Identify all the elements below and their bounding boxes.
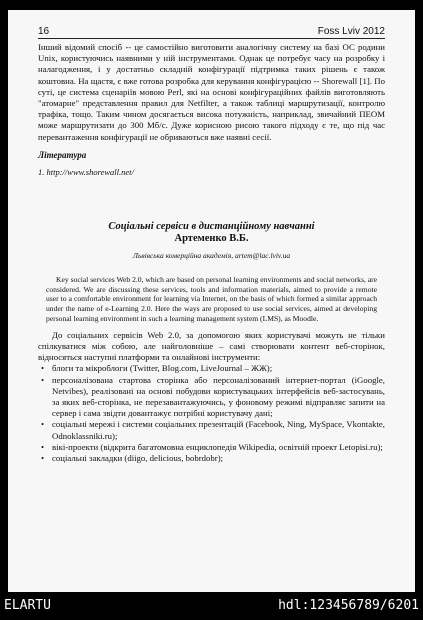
intro-paragraph: Інший відомий спосіб -- це самостійно виготовити аналогічну систему на базі ОС родини Unix, користуючись наявними у ній інструментами. Однак це потребує часу на розробку і налагодження, і у достатньо складній конфігурації підтримка таких рішень є також коштовна. На щастя, є вже готова розробка для керування конфігурацією -- Shorewall [1]. По суті, це система сценаріїв мовою Perl, які на основі конфігураційних файлів виготовляють "атомарне" представлення правил для Netfilter, а також таблиці маршрутизації, контролю трафіка, тощо. Таким чином досягається висока потужність, наприклад, звичайний ПЕОМ може маршрутизати до 300 Мб/с. Дуже корисною рисою такого підходу є те, що під час перевантаження конфігурації не обриваються вже наявні сесії.	[38, 42, 385, 142]
list-item: • персоналізована стартова сторінка або персоналізований інтернет-портал (iGoogle, Netvibes), реалізовані на основі побудови користувацьких інтерфейсів веб-застосувань, за яких веб-сторінка, не перезавантажуючись, у фоновому режимі відправляє запити на сервер і сама звідти довантажує потрібні користувачу дані;	[38, 375, 385, 420]
handle-id: hdl:123456789/6201	[278, 598, 419, 613]
document-page	[8, 10, 415, 592]
reference-item: 1. http://www.shorewall.net/	[38, 166, 134, 177]
viewer-footer	[0, 592, 423, 620]
article-author: Артеменко В.Б.	[174, 232, 249, 244]
references-heading: Література	[38, 149, 87, 160]
repository-name: ELARTU	[4, 598, 51, 613]
page-header	[38, 26, 385, 39]
list-item: • блоги та мікроблоги (Twitter, Blog.com, LiveJournal – ЖЖ);	[38, 363, 385, 374]
list-item: • соціальні мережі і системи соціальних презентацій (Facebook, Ning, MySpace, Vkontakte, Odnoklassniki.ru);	[38, 419, 385, 441]
services-list	[38, 363, 385, 464]
list-item: • соціальні закладки (diigo, delicious, bobrdobr);	[38, 453, 385, 464]
publication-title: Foss Lviv 2012	[317, 26, 385, 37]
article-title: Соціальні сервіси в дистанційному навчанні	[108, 220, 315, 232]
article-abstract: Key social services Web 2.0, which are based on personal learning environments and social networks, are considered. We are discussing these services, tools and information materials, aimed to provide a remote user to a comfortable environment for learning via Internet, on the basis of which formed a similar approach under the name of e-Learning 2.0. Here the ways are proposed to use social services, aimed at developing personal learning environment in such a learning management system (LMS), as Moodle.	[46, 274, 377, 324]
list-item: • вікі-проекти (відкрита багатомовна енциклопедія Wikipedia, освітній проект Letopisi.ru);	[38, 442, 385, 453]
article-affiliation: Львівська комерційна академія, artem@lac.lviv.ua	[132, 250, 291, 260]
page-number: 16	[38, 26, 50, 37]
body-paragraph: До соціальних сервісів Web 2.0, за допомогою яких користувачі можуть не тільки спілкуватися між собою, але найголовніше – самі створювати контент веб-сторінок, відносяться наступні платформи та онлайнові інструменти:	[38, 329, 385, 363]
